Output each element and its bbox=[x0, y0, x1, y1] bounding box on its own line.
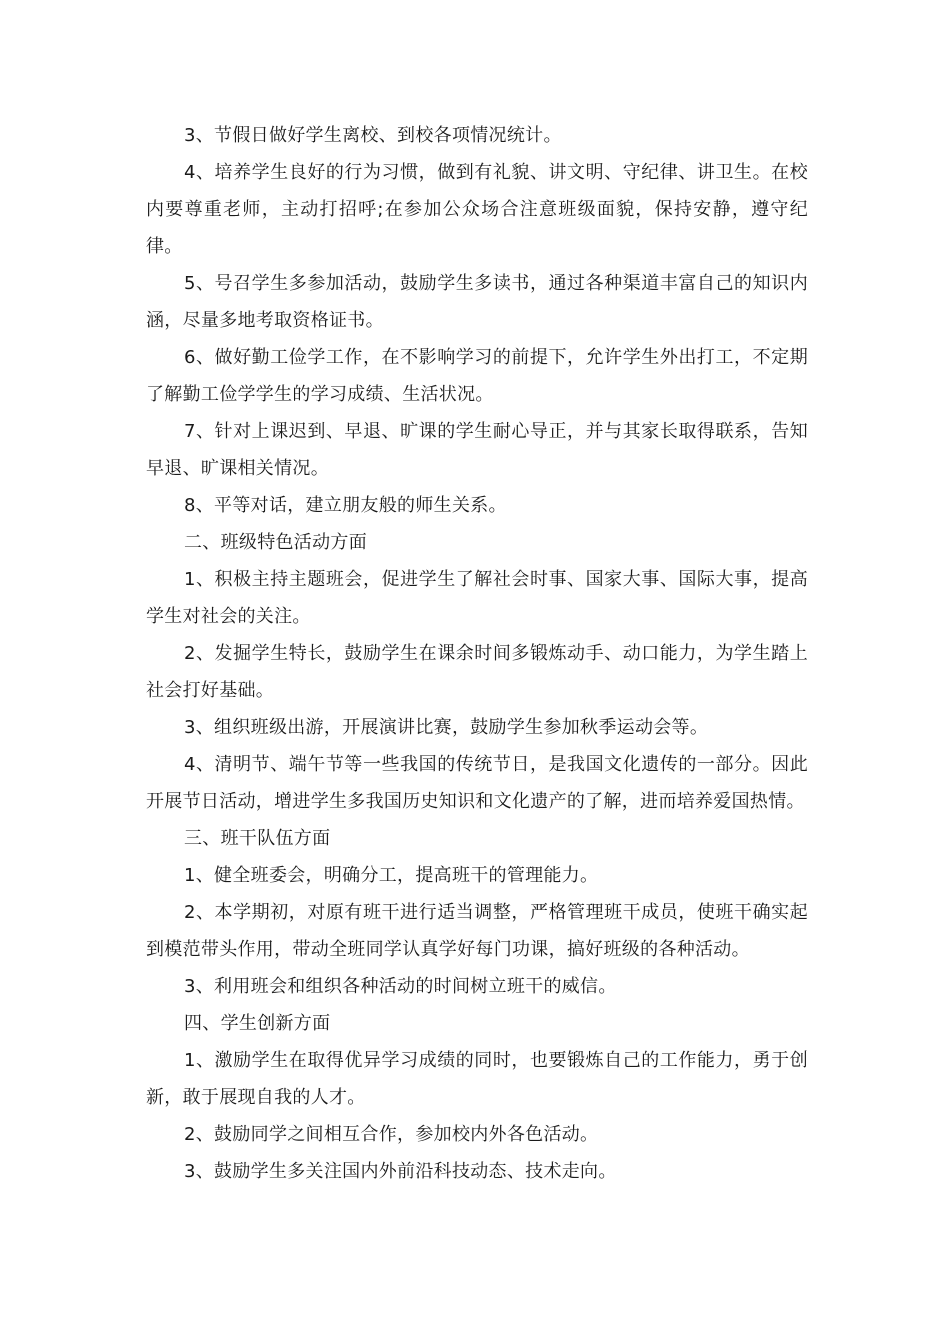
paragraph-item-2-cooperation: 2、鼓励同学之间相互合作，参加校内外各色活动。 bbox=[184, 1124, 599, 1145]
paragraph-item-3-outings-contests: 3、组织班级出游，开展演讲比赛，鼓励学生参加秋季运动会等。 bbox=[184, 717, 709, 738]
section-heading-class-activities: 二、班级特色活动方面 bbox=[184, 532, 367, 553]
section-heading-class-cadres: 三、班干队伍方面 bbox=[184, 828, 331, 849]
paragraph-item-2-cadre-adjustment: 2、本学期初，对原有班干进行适当调整，严格管理班干成员，使班干确实起到模范带头作用，带动全班同学认真学好每门功课，搞好班级的各种活动。 bbox=[146, 902, 808, 960]
paragraph-item-2-student-talents: 2、发掘学生特长，鼓励学生在课余时间多锻炼动手、动口能力，为学生踏上社会打好基础。 bbox=[146, 643, 808, 701]
document-body bbox=[146, 117, 808, 1190]
paragraph-item-1-encourage-innovation: 1、激励学生在取得优异学习成绩的同时，也要锻炼自己的工作能力，勇于创新，敢于展现自我的人才。 bbox=[146, 1050, 808, 1108]
paragraph-item-3-holiday-statistics: 3、节假日做好学生离校、到校各项情况统计。 bbox=[184, 125, 562, 146]
paragraph-item-1-class-committee: 1、健全班委会，明确分工，提高班干的管理能力。 bbox=[184, 865, 599, 886]
paragraph-item-1-theme-meetings: 1、积极主持主题班会，促进学生了解社会时事、国家大事、国际大事，提高学生对社会的关注。 bbox=[146, 569, 808, 627]
paragraph-item-4-behavior-habits: 4、培养学生良好的行为习惯，做到有礼貌、讲文明、守纪律、讲卫生。在校内要尊重老师，主动打招呼;在参加公众场合注意班级面貌，保持安静，遵守纪律。 bbox=[146, 162, 808, 257]
paragraph-item-3-cadre-prestige: 3、利用班会和组织各种活动的时间树立班干的威信。 bbox=[184, 976, 617, 997]
paragraph-item-7-lateness-absence: 7、针对上课迟到、早退、旷课的学生耐心导正，并与其家长取得联系，告知早退、旷课相关情况。 bbox=[146, 421, 808, 479]
paragraph-item-3-technology-trends: 3、鼓励学生多关注国内外前沿科技动态、技术走向。 bbox=[184, 1161, 617, 1182]
paragraph-item-5-activities-reading: 5、号召学生多参加活动，鼓励学生多读书，通过各种渠道丰富自己的知识内涵，尽量多地考取资格证书。 bbox=[146, 273, 808, 331]
section-heading-student-innovation: 四、学生创新方面 bbox=[184, 1013, 331, 1034]
paragraph-item-6-work-study: 6、做好勤工俭学工作，在不影响学习的前提下，允许学生外出打工，不定期了解勤工俭学学生的学习成绩、生活状况。 bbox=[146, 347, 808, 405]
paragraph-item-8-equal-dialogue: 8、平等对话，建立朋友般的师生关系。 bbox=[184, 495, 507, 516]
paragraph-item-4-traditional-festivals: 4、清明节、端午节等一些我国的传统节日，是我国文化遗传的一部分。因此开展节日活动，增进学生多我国历史知识和文化遗产的了解，进而培养爱国热情。 bbox=[146, 754, 808, 812]
